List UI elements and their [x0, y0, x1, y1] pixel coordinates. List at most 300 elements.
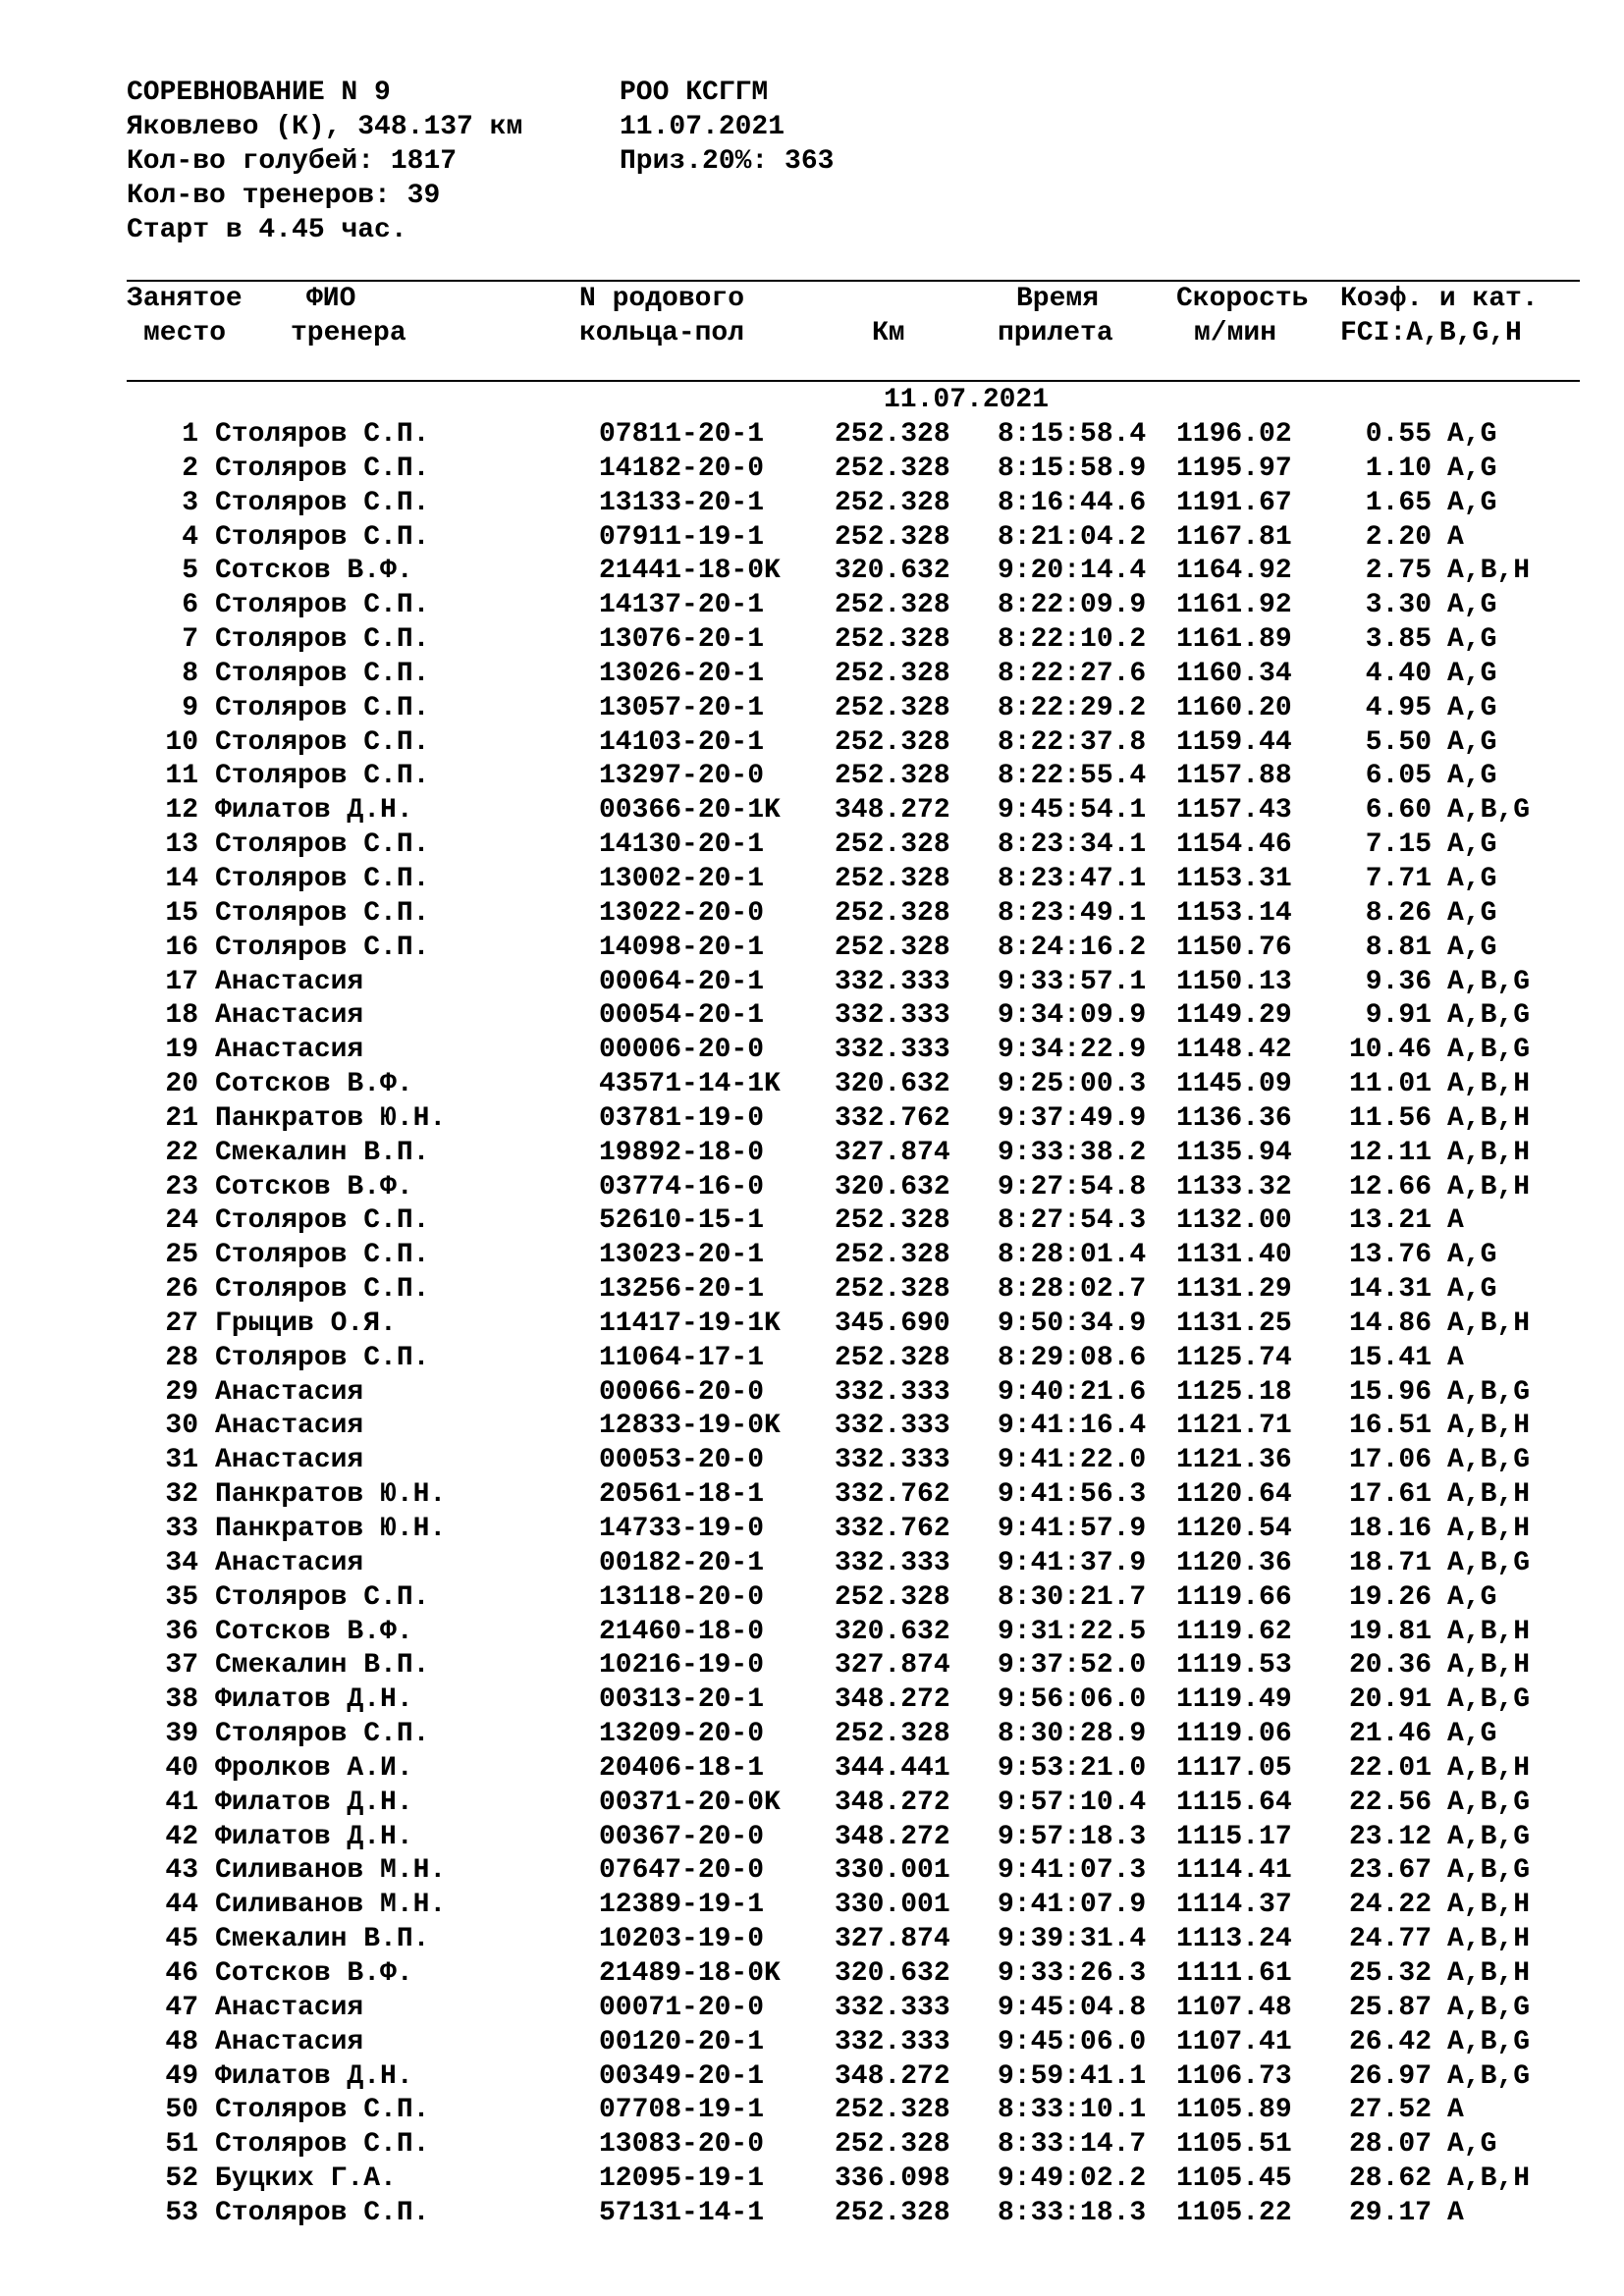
arrival-time-cell: 9:53:21.0	[998, 1752, 1147, 1784]
ring-number-cell: 14098-20-1	[599, 932, 765, 963]
col-name-line2: тренера	[291, 318, 406, 348]
table-row	[0, 2128, 1624, 2163]
ring-number-cell: 20561-18-1	[599, 1479, 765, 1511]
trainer-name-cell: Буцких Г.А.	[215, 2163, 397, 2195]
category-cell: A,B,G	[1447, 966, 1531, 997]
category-cell: A,B,H	[1447, 1752, 1531, 1784]
speed-cell: 1114.41	[1176, 1855, 1292, 1887]
speed-cell: 1161.92	[1176, 590, 1292, 621]
speed-cell: 1115.17	[1176, 1821, 1292, 1852]
place-cell: 32	[165, 1479, 198, 1511]
coefficient-cell: 17.06	[1348, 1445, 1432, 1476]
category-cell: A	[1447, 521, 1464, 553]
category-cell: A,B,G	[1447, 1376, 1531, 1408]
ring-number-cell: 00064-20-1	[599, 966, 765, 997]
place-cell: 9	[182, 692, 198, 723]
place-cell: 39	[165, 1719, 198, 1750]
place-cell: 1	[182, 419, 198, 450]
arrival-time-cell: 8:27:54.3	[998, 1205, 1147, 1237]
trainer-name-cell: Силиванов М.Н.	[215, 1855, 447, 1887]
coefficient-cell: 20.36	[1348, 1650, 1432, 1682]
coefficient-cell: 25.87	[1348, 1992, 1432, 2023]
table-row	[0, 1992, 1624, 2026]
trainer-name-cell: Анастасия	[215, 1411, 364, 1442]
ring-number-cell: 43571-14-1K	[599, 1069, 781, 1100]
ring-number-cell: 13297-20-0	[599, 761, 765, 792]
col-time-line1: Время	[1016, 284, 1100, 314]
place-cell: 17	[165, 966, 198, 997]
coefficient-cell: 14.86	[1348, 1308, 1432, 1339]
category-cell: A,B,H	[1447, 1924, 1531, 1955]
category-cell: A,G	[1447, 692, 1497, 723]
place-cell: 12	[165, 795, 198, 827]
speed-cell: 1125.18	[1176, 1376, 1292, 1408]
category-cell: A,G	[1447, 726, 1497, 758]
speed-cell: 1133.32	[1176, 1171, 1292, 1202]
pigeon-count: Кол-во голубей: 1817	[127, 146, 458, 177]
distance-cell: 252.328	[835, 2095, 950, 2126]
speed-cell: 1135.94	[1176, 1137, 1292, 1168]
place-cell: 18	[165, 1000, 198, 1032]
start-time: Старт в 4.45 час.	[127, 215, 407, 245]
table-row	[0, 2163, 1624, 2197]
arrival-time-cell: 9:57:10.4	[998, 1787, 1147, 1818]
arrival-time-cell: 9:49:02.2	[998, 2163, 1147, 2195]
table-row	[0, 1889, 1624, 1923]
distance-cell: 252.328	[835, 2129, 950, 2161]
col-speed-line1: Скорость	[1176, 284, 1309, 314]
table-row	[0, 2197, 1624, 2231]
coefficient-cell: 4.95	[1365, 692, 1432, 723]
table-row	[0, 794, 1624, 828]
ring-number-cell: 11417-19-1K	[599, 1308, 781, 1339]
table-row	[0, 1752, 1624, 1787]
trainer-name-cell: Столяров С.П.	[215, 863, 430, 894]
coefficient-cell: 23.67	[1348, 1855, 1432, 1887]
speed-cell: 1105.51	[1176, 2129, 1292, 2161]
arrival-time-cell: 9:31:22.5	[998, 1616, 1147, 1647]
trainer-name-cell: Столяров С.П.	[215, 1205, 430, 1237]
table-row	[0, 1649, 1624, 1683]
table-row	[0, 1547, 1624, 1581]
trainer-name-cell: Столяров С.П.	[215, 692, 430, 723]
category-cell: A,B,G	[1447, 1992, 1531, 2023]
coefficient-cell: 8.81	[1365, 932, 1432, 963]
arrival-time-cell: 9:45:06.0	[998, 2026, 1147, 2057]
speed-cell: 1145.09	[1176, 1069, 1292, 1100]
table-row	[0, 589, 1624, 623]
place-cell: 36	[165, 1616, 198, 1647]
coefficient-cell: 21.46	[1348, 1719, 1432, 1750]
category-cell: A,G	[1447, 761, 1497, 792]
category-cell: A,B,H	[1447, 1650, 1531, 1682]
speed-cell: 1119.53	[1176, 1650, 1292, 1682]
arrival-time-cell: 9:41:16.4	[998, 1411, 1147, 1442]
trainer-name-cell: Столяров С.П.	[215, 932, 430, 963]
trainer-name-cell: Столяров С.П.	[215, 1240, 430, 1271]
category-cell: A,B,G	[1447, 2026, 1531, 2057]
table-row	[0, 999, 1624, 1034]
release-location: Яковлево (К), 348.137 км	[127, 112, 523, 142]
distance-cell: 252.328	[835, 1205, 950, 1237]
trainer-name-cell: Столяров С.П.	[215, 1719, 430, 1750]
trainer-name-cell: Филатов Д.Н.	[215, 2060, 413, 2092]
table-row	[0, 418, 1624, 453]
ring-number-cell: 07647-20-0	[599, 1855, 765, 1887]
speed-cell: 1153.31	[1176, 863, 1292, 894]
place-cell: 25	[165, 1240, 198, 1271]
place-cell: 40	[165, 1752, 198, 1784]
distance-cell: 327.874	[835, 1650, 950, 1682]
distance-cell: 332.762	[835, 1102, 950, 1134]
category-cell: A,B,H	[1447, 1411, 1531, 1442]
category-cell: A,B,G	[1447, 1000, 1531, 1032]
coefficient-cell: 28.62	[1348, 2163, 1432, 2195]
coefficient-cell: 18.71	[1348, 1547, 1432, 1578]
arrival-time-cell: 8:29:08.6	[998, 1342, 1147, 1373]
speed-cell: 1120.54	[1176, 1514, 1292, 1544]
table-row	[0, 1581, 1624, 1616]
ring-number-cell: 12389-19-1	[599, 1890, 765, 1921]
ring-number-cell: 10203-19-0	[599, 1924, 765, 1955]
ring-number-cell: 07911-19-1	[599, 521, 765, 553]
coefficient-cell: 23.12	[1348, 1821, 1432, 1852]
distance-cell: 252.328	[835, 453, 950, 484]
speed-cell: 1121.71	[1176, 1411, 1292, 1442]
trainer-name-cell: Смекалин В.П.	[215, 1924, 430, 1955]
trainer-name-cell: Сотсков В.Ф.	[215, 1069, 413, 1100]
table-row	[0, 966, 1624, 1000]
category-cell: A,B,G	[1447, 2060, 1531, 2092]
place-cell: 29	[165, 1376, 198, 1408]
coefficient-cell: 20.91	[1348, 1684, 1432, 1716]
place-cell: 11	[165, 761, 198, 792]
arrival-time-cell: 9:33:26.3	[998, 1957, 1147, 1989]
table-row	[0, 1854, 1624, 1889]
place-cell: 42	[165, 1821, 198, 1852]
col-km: Км	[872, 318, 905, 348]
trainer-name-cell: Столяров С.П.	[215, 829, 430, 861]
ring-number-cell: 57131-14-1	[599, 2197, 765, 2228]
distance-cell: 252.328	[835, 2197, 950, 2228]
category-cell: A,B,G	[1447, 1787, 1531, 1818]
category-cell: A,B,G	[1447, 795, 1531, 827]
trainer-name-cell: Панкратов Ю.Н.	[215, 1479, 447, 1511]
col-time-line2: прилета	[998, 318, 1113, 348]
category-cell: A,B,G	[1447, 1035, 1531, 1066]
coefficient-cell: 4.40	[1365, 658, 1432, 689]
distance-cell: 332.762	[835, 1514, 950, 1544]
table-row	[0, 863, 1624, 897]
coefficient-cell: 13.76	[1348, 1240, 1432, 1271]
place-cell: 34	[165, 1547, 198, 1578]
trainer-name-cell: Сотсков В.Ф.	[215, 556, 413, 587]
trainer-name-cell: Столяров С.П.	[215, 521, 430, 553]
organization: РОО КСГГМ	[620, 78, 769, 108]
distance-cell: 348.272	[835, 1684, 950, 1716]
coefficient-cell: 6.05	[1365, 761, 1432, 792]
arrival-time-cell: 8:28:01.4	[998, 1240, 1147, 1271]
table-row	[0, 1821, 1624, 1855]
distance-cell: 252.328	[835, 1240, 950, 1271]
ring-number-cell: 13026-20-1	[599, 658, 765, 689]
speed-cell: 1105.22	[1176, 2197, 1292, 2228]
place-cell: 7	[182, 624, 198, 656]
category-cell: A,B,G	[1447, 1445, 1531, 1476]
trainer-name-cell: Грыцив О.Я.	[215, 1308, 397, 1339]
arrival-time-cell: 9:40:21.6	[998, 1376, 1147, 1408]
distance-cell: 252.328	[835, 658, 950, 689]
col-speed-line2: м/мин	[1194, 318, 1277, 348]
distance-cell: 252.328	[835, 590, 950, 621]
distance-cell: 348.272	[835, 795, 950, 827]
speed-cell: 1119.06	[1176, 1719, 1292, 1750]
arrival-time-cell: 9:41:56.3	[998, 1479, 1147, 1511]
category-cell: A,G	[1447, 1240, 1497, 1271]
category-cell: A,G	[1447, 897, 1497, 929]
category-cell: A,B,H	[1447, 1957, 1531, 1989]
table-row	[0, 1068, 1624, 1102]
table-row	[0, 692, 1624, 726]
coefficient-cell: 1.10	[1365, 453, 1432, 484]
coefficient-cell: 3.30	[1365, 590, 1432, 621]
ring-number-cell: 00313-20-1	[599, 1684, 765, 1716]
speed-cell: 1117.05	[1176, 1752, 1292, 1784]
arrival-time-cell: 9:41:07.9	[998, 1890, 1147, 1921]
category-cell: A,B,G	[1447, 1855, 1531, 1887]
category-cell: A,B,G	[1447, 1547, 1531, 1578]
ring-number-cell: 00066-20-0	[599, 1376, 765, 1408]
ring-number-cell: 14182-20-0	[599, 453, 765, 484]
trainer-name-cell: Столяров С.П.	[215, 419, 430, 450]
coefficient-cell: 12.11	[1348, 1137, 1432, 1168]
arrival-time-cell: 9:34:22.9	[998, 1035, 1147, 1066]
trainer-name-cell: Столяров С.П.	[215, 1581, 430, 1613]
category-cell: A,B,H	[1447, 1137, 1531, 1168]
coefficient-cell: 12.66	[1348, 1171, 1432, 1202]
arrival-time-cell: 9:56:06.0	[998, 1684, 1147, 1716]
ring-number-cell: 14130-20-1	[599, 829, 765, 861]
place-cell: 53	[165, 2197, 198, 2228]
ring-number-cell: 19892-18-0	[599, 1137, 765, 1168]
distance-cell: 348.272	[835, 1821, 950, 1852]
place-cell: 6	[182, 590, 198, 621]
ring-number-cell: 13057-20-1	[599, 692, 765, 723]
trainer-name-cell: Анастасия	[215, 1000, 364, 1032]
coefficient-cell: 19.26	[1348, 1581, 1432, 1613]
arrival-time-cell: 9:37:49.9	[998, 1102, 1147, 1134]
ring-number-cell: 13022-20-0	[599, 897, 765, 929]
coefficient-cell: 7.71	[1365, 863, 1432, 894]
arrival-time-cell: 8:24:16.2	[998, 932, 1147, 963]
category-cell: A,G	[1447, 419, 1497, 450]
table-row	[0, 1034, 1624, 1068]
table-row	[0, 1137, 1624, 1171]
table-row	[0, 932, 1624, 966]
place-cell: 22	[165, 1137, 198, 1168]
coefficient-cell: 26.42	[1348, 2026, 1432, 2057]
table-row	[0, 1342, 1624, 1376]
arrival-time-cell: 9:39:31.4	[998, 1924, 1147, 1955]
speed-cell: 1153.14	[1176, 897, 1292, 929]
place-cell: 52	[165, 2163, 198, 2195]
distance-cell: 348.272	[835, 2060, 950, 2092]
distance-cell: 252.328	[835, 726, 950, 758]
table-top-rule	[127, 280, 1580, 282]
place-cell: 15	[165, 897, 198, 929]
coefficient-cell: 9.36	[1365, 966, 1432, 997]
place-cell: 16	[165, 932, 198, 963]
table-row	[0, 2094, 1624, 2128]
trainer-name-cell: Филатов Д.Н.	[215, 1787, 413, 1818]
ring-number-cell: 21460-18-0	[599, 1616, 765, 1647]
coefficient-cell: 17.61	[1348, 1479, 1432, 1511]
arrival-time-cell: 9:41:57.9	[998, 1514, 1147, 1544]
place-cell: 43	[165, 1855, 198, 1887]
distance-cell: 320.632	[835, 556, 950, 587]
distance-cell: 252.328	[835, 1581, 950, 1613]
distance-cell: 252.328	[835, 897, 950, 929]
ring-number-cell: 00349-20-1	[599, 2060, 765, 2092]
distance-cell: 332.333	[835, 1376, 950, 1408]
distance-cell: 252.328	[835, 761, 950, 792]
arrival-time-cell: 9:50:34.9	[998, 1308, 1147, 1339]
ring-number-cell: 13023-20-1	[599, 1240, 765, 1271]
trainer-name-cell: Филатов Д.Н.	[215, 1821, 413, 1852]
ring-number-cell: 13076-20-1	[599, 624, 765, 656]
coefficient-cell: 8.26	[1365, 897, 1432, 929]
arrival-time-cell: 8:22:10.2	[998, 624, 1147, 656]
table-row	[0, 1923, 1624, 1957]
distance-cell: 348.272	[835, 1787, 950, 1818]
arrival-time-cell: 9:34:09.9	[998, 1000, 1147, 1032]
coefficient-cell: 11.01	[1348, 1069, 1432, 1100]
trainer-name-cell: Столяров С.П.	[215, 453, 430, 484]
distance-cell: 336.098	[835, 2163, 950, 2195]
speed-cell: 1154.46	[1176, 829, 1292, 861]
distance-cell: 332.333	[835, 1035, 950, 1066]
distance-cell: 252.328	[835, 829, 950, 861]
coefficient-cell: 7.15	[1365, 829, 1432, 861]
coefficient-cell: 26.97	[1348, 2060, 1432, 2092]
category-cell: A,G	[1447, 624, 1497, 656]
ring-number-cell: 14103-20-1	[599, 726, 765, 758]
speed-cell: 1164.92	[1176, 556, 1292, 587]
speed-cell: 1157.43	[1176, 795, 1292, 827]
arrival-time-cell: 8:30:21.7	[998, 1581, 1147, 1613]
category-cell: A,G	[1447, 2129, 1497, 2161]
ring-number-cell: 07811-20-1	[599, 419, 765, 450]
distance-cell: 252.328	[835, 487, 950, 518]
coefficient-cell: 22.01	[1348, 1752, 1432, 1784]
speed-cell: 1121.36	[1176, 1445, 1292, 1476]
arrival-time-cell: 9:41:22.0	[998, 1445, 1147, 1476]
trainer-name-cell: Столяров С.П.	[215, 2095, 430, 2126]
speed-cell: 1114.37	[1176, 1890, 1292, 1921]
table-row	[0, 1616, 1624, 1650]
ring-number-cell: 00371-20-0K	[599, 1787, 781, 1818]
category-cell: A,B,H	[1447, 1308, 1531, 1339]
coefficient-cell: 6.60	[1365, 795, 1432, 827]
arrival-time-cell: 8:28:02.7	[998, 1274, 1147, 1306]
arrival-time-cell: 8:33:14.7	[998, 2129, 1147, 2161]
ring-number-cell: 21489-18-0K	[599, 1957, 781, 1989]
place-cell: 30	[165, 1411, 198, 1442]
arrival-time-cell: 9:59:41.1	[998, 2060, 1147, 2092]
speed-cell: 1150.76	[1176, 932, 1292, 963]
speed-cell: 1106.73	[1176, 2060, 1292, 2092]
category-cell: A	[1447, 1342, 1464, 1373]
arrival-time-cell: 8:16:44.6	[998, 487, 1147, 518]
coefficient-cell: 28.07	[1348, 2129, 1432, 2161]
col-ring-line2: кольца-пол	[579, 318, 745, 348]
arrival-time-cell: 8:22:55.4	[998, 761, 1147, 792]
col-place-line1: Занятое	[127, 284, 243, 314]
speed-cell: 1119.66	[1176, 1581, 1292, 1613]
speed-cell: 1136.36	[1176, 1102, 1292, 1134]
distance-cell: 320.632	[835, 1957, 950, 1989]
ring-number-cell: 11064-17-1	[599, 1342, 765, 1373]
ring-number-cell: 13209-20-0	[599, 1719, 765, 1750]
arrival-time-cell: 9:45:54.1	[998, 795, 1147, 827]
place-cell: 47	[165, 1992, 198, 2023]
distance-cell: 327.874	[835, 1137, 950, 1168]
coefficient-cell: 25.32	[1348, 1957, 1432, 1989]
arrival-time-cell: 8:22:09.9	[998, 590, 1147, 621]
trainer-name-cell: Сотсков В.Ф.	[215, 1957, 413, 1989]
coefficient-cell: 5.50	[1365, 726, 1432, 758]
table-row	[0, 1204, 1624, 1239]
speed-cell: 1167.81	[1176, 521, 1292, 553]
distance-cell: 320.632	[835, 1069, 950, 1100]
speed-cell: 1105.89	[1176, 2095, 1292, 2126]
trainer-name-cell: Филатов Д.Н.	[215, 1684, 413, 1716]
table-row	[0, 1376, 1624, 1411]
speed-cell: 1107.48	[1176, 1992, 1292, 2023]
coefficient-cell: 18.16	[1348, 1514, 1432, 1544]
speed-cell: 1195.97	[1176, 453, 1292, 484]
trainer-name-cell: Анастасия	[215, 966, 364, 997]
arrival-time-cell: 8:22:37.8	[998, 726, 1147, 758]
place-cell: 24	[165, 1205, 198, 1237]
place-cell: 48	[165, 2026, 198, 2057]
ring-number-cell: 12833-19-0K	[599, 1411, 781, 1442]
speed-cell: 1105.45	[1176, 2163, 1292, 2195]
distance-cell: 252.328	[835, 521, 950, 553]
table-row	[0, 521, 1624, 556]
table-row	[0, 760, 1624, 794]
distance-cell: 332.333	[835, 1411, 950, 1442]
table-row	[0, 1102, 1624, 1137]
table-row	[0, 2060, 1624, 2095]
place-cell: 2	[182, 453, 198, 484]
trainer-name-cell: Панкратов Ю.Н.	[215, 1102, 447, 1134]
results-table-body	[0, 418, 1624, 2231]
place-cell: 8	[182, 658, 198, 689]
table-row	[0, 453, 1624, 487]
distance-cell: 252.328	[835, 624, 950, 656]
arrival-time-cell: 8:15:58.9	[998, 453, 1147, 484]
place-cell: 41	[165, 1787, 198, 1818]
speed-cell: 1196.02	[1176, 419, 1292, 450]
ring-number-cell: 07708-19-1	[599, 2095, 765, 2126]
category-cell: A,G	[1447, 1274, 1497, 1306]
speed-cell: 1125.74	[1176, 1342, 1292, 1373]
trainer-name-cell: Филатов Д.Н.	[215, 795, 413, 827]
ring-number-cell: 00006-20-0	[599, 1035, 765, 1066]
place-cell: 28	[165, 1342, 198, 1373]
coefficient-cell: 2.20	[1365, 521, 1432, 553]
